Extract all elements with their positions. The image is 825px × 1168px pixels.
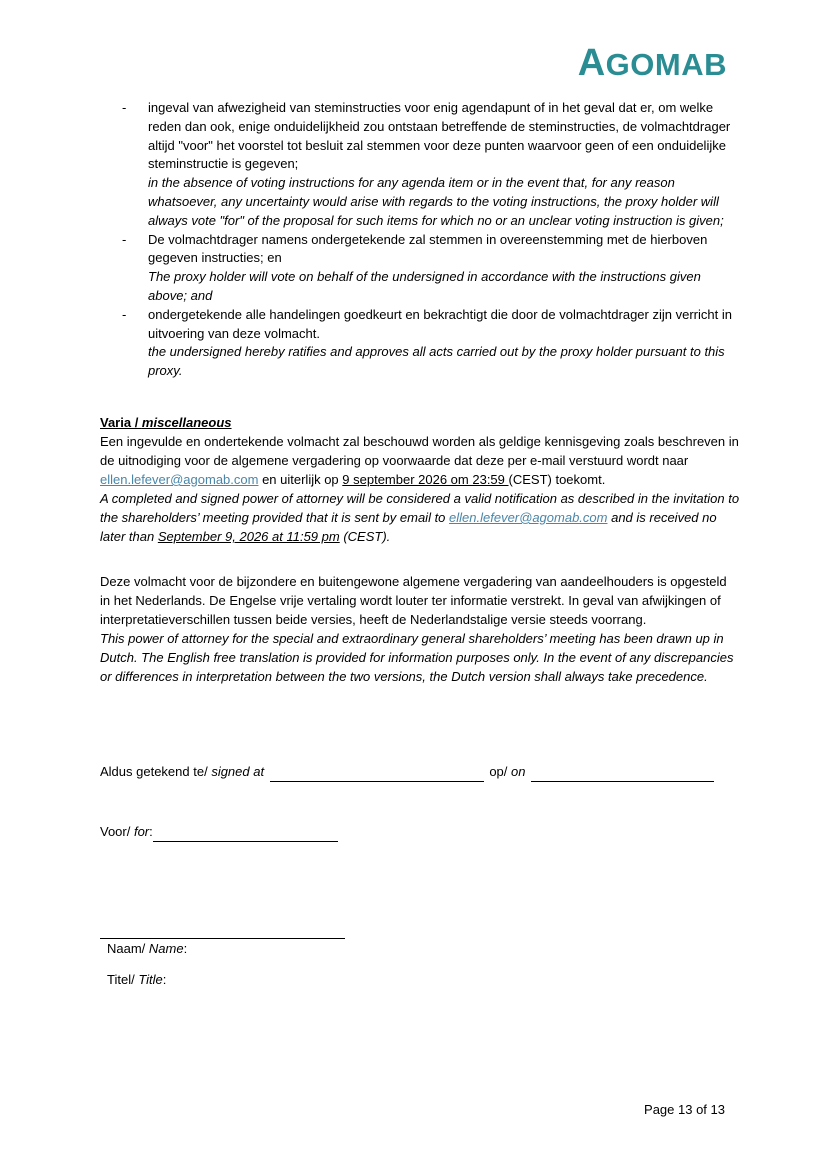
item-text-nl: De volmachtdrager namens ondergetekende zal stemmen in overeenstemming met de hierboven gegeven instructies; en	[148, 231, 708, 266]
item-text-en: the undersigned hereby ratifies and approves all acts carried out by the proxy holder pursuant to this proxy.	[148, 344, 725, 379]
page-number: Page 13 of 13	[644, 1102, 725, 1117]
item-text-nl: ondergetekende alle handelingen goedkeurt en bekrachtigt die door de volmachtdrager zijn verricht in uitvoering van deze volmacht.	[148, 306, 732, 341]
for-field[interactable]	[153, 822, 338, 842]
item-text-en: The proxy holder will vote on behalf of the undersigned in accordance with the instructions given above; and	[148, 269, 701, 303]
language-text-nl: Deze volmacht voor de bijzondere en buitengewone algemene vergadering van aandeelhouders is opgesteld in het Nederlands. De Engelse vrije vertaling wordt louter ter informatie verstrekt. In geval van afwijkingen of interpretatieverschillen tussen beide versies, heeft de Nederlandstalige versie steeds voorrang.	[100, 574, 727, 627]
email-link[interactable]: ellen.lefever@agomab.com	[100, 472, 259, 487]
varia-text-en: A completed and signed power of attorney will be considered a valid notification as described in the invitation to the shareholders’ meeting provided that it is sent by email to ellen.lefever@agomab.com and is received no later than September 9, 2026 at 11:59 pm (CEST).	[100, 491, 740, 544]
title-row: Titel/ Title:	[107, 972, 167, 987]
voting-conditions-list	[100, 99, 740, 381]
name-row: Naam/ Name:	[107, 941, 188, 956]
item-text-en: in the absence of voting instructions for any agenda item or in the event that, for any reason whatsoever, any uncertainty would arise with regards to the voting instructions, the proxy holder will always vote "for" of the proposal for such items for which no or an unclear voting instruction is given;	[148, 175, 724, 228]
signed-at-field[interactable]	[270, 762, 484, 782]
language-text-en: This power of attorney for the special and extraordinary general shareholders’ meeting has been drawn up in Dutch. The English free translation is provided for information purposes only. In the event of any discrepancies or differences in interpretation between the two versions, the Dutch version shall always take precedence.	[100, 631, 734, 684]
deadline-nl: 9 september 2026 om 23:59	[342, 472, 509, 487]
varia-heading: Varia / miscellaneous	[100, 415, 232, 430]
for-row: Voor/ for:	[100, 822, 740, 842]
item-text-nl: ingeval van afwezigheid van steminstructies voor enig agendapunt of in het geval dat er, om welke reden dan ook, enige onduidelijkheid zou ontstaan betreffende de steminstructies, de volmachtdrager altijd "voor" het voorstel tot besluit zal stemmen voor deze punten waarvoor geen of een onduidelijke steminstructie is gegeven;	[148, 100, 731, 172]
varia-section	[100, 413, 740, 546]
list-item: - ondergetekende alle handelingen goedkeurt en bekrachtigt die door de volmachtdrager zijn verricht in uitvoering van deze volmacht. the undersigned hereby ratifies and approves all acts carried out by the proxy holder pursuant to this proxy.	[100, 306, 740, 381]
signed-at-row: Aldus getekend te/ signed at op/ on	[100, 762, 730, 782]
agomab-logo: AGOMAB	[577, 42, 727, 84]
list-item: - ingeval van afwezigheid van steminstructies voor enig agendapunt of in het geval dat er, om welke reden dan ook, enige onduidelijkheid zou ontstaan betreffende de steminstructies, de volmachtdrager altijd "voor" het voorstel tot besluit zal stemmen voor deze punten waarvoor geen of een onduidelijke steminstructie is gegeven; in the absence of voting instructions for any agenda item or in the event that, for any reason whatsoever, any uncertainty would arise with regards to the voting instructions, the proxy holder will always vote "for" of the proposal for such items for which no or an unclear voting instruction is given;	[100, 99, 740, 231]
deadline-en: September 9, 2026 at 11:59 pm	[157, 529, 340, 544]
varia-text-nl: Een ingevulde en ondertekende volmacht zal beschouwd worden als geldige kennisgeving zoals beschreven in de uitnodiging voor de algemene vergadering op voorwaarde dat deze per e-mail verstuurd wordt naar ellen.lefever@agomab.com en uiterlijk op 9 september 2026 om 23:59 (CEST) toekomt.	[100, 434, 739, 487]
signed-on-field[interactable]	[531, 762, 714, 782]
list-item: - De volmachtdrager namens ondergetekende zal stemmen in overeenstemming met de hierboven gegeven instructies; en The proxy holder will vote on behalf of the undersigned in accordance with the instructions given above; and	[100, 231, 740, 306]
language-section	[100, 572, 740, 686]
email-link[interactable]: ellen.lefever@agomab.com	[449, 510, 608, 525]
